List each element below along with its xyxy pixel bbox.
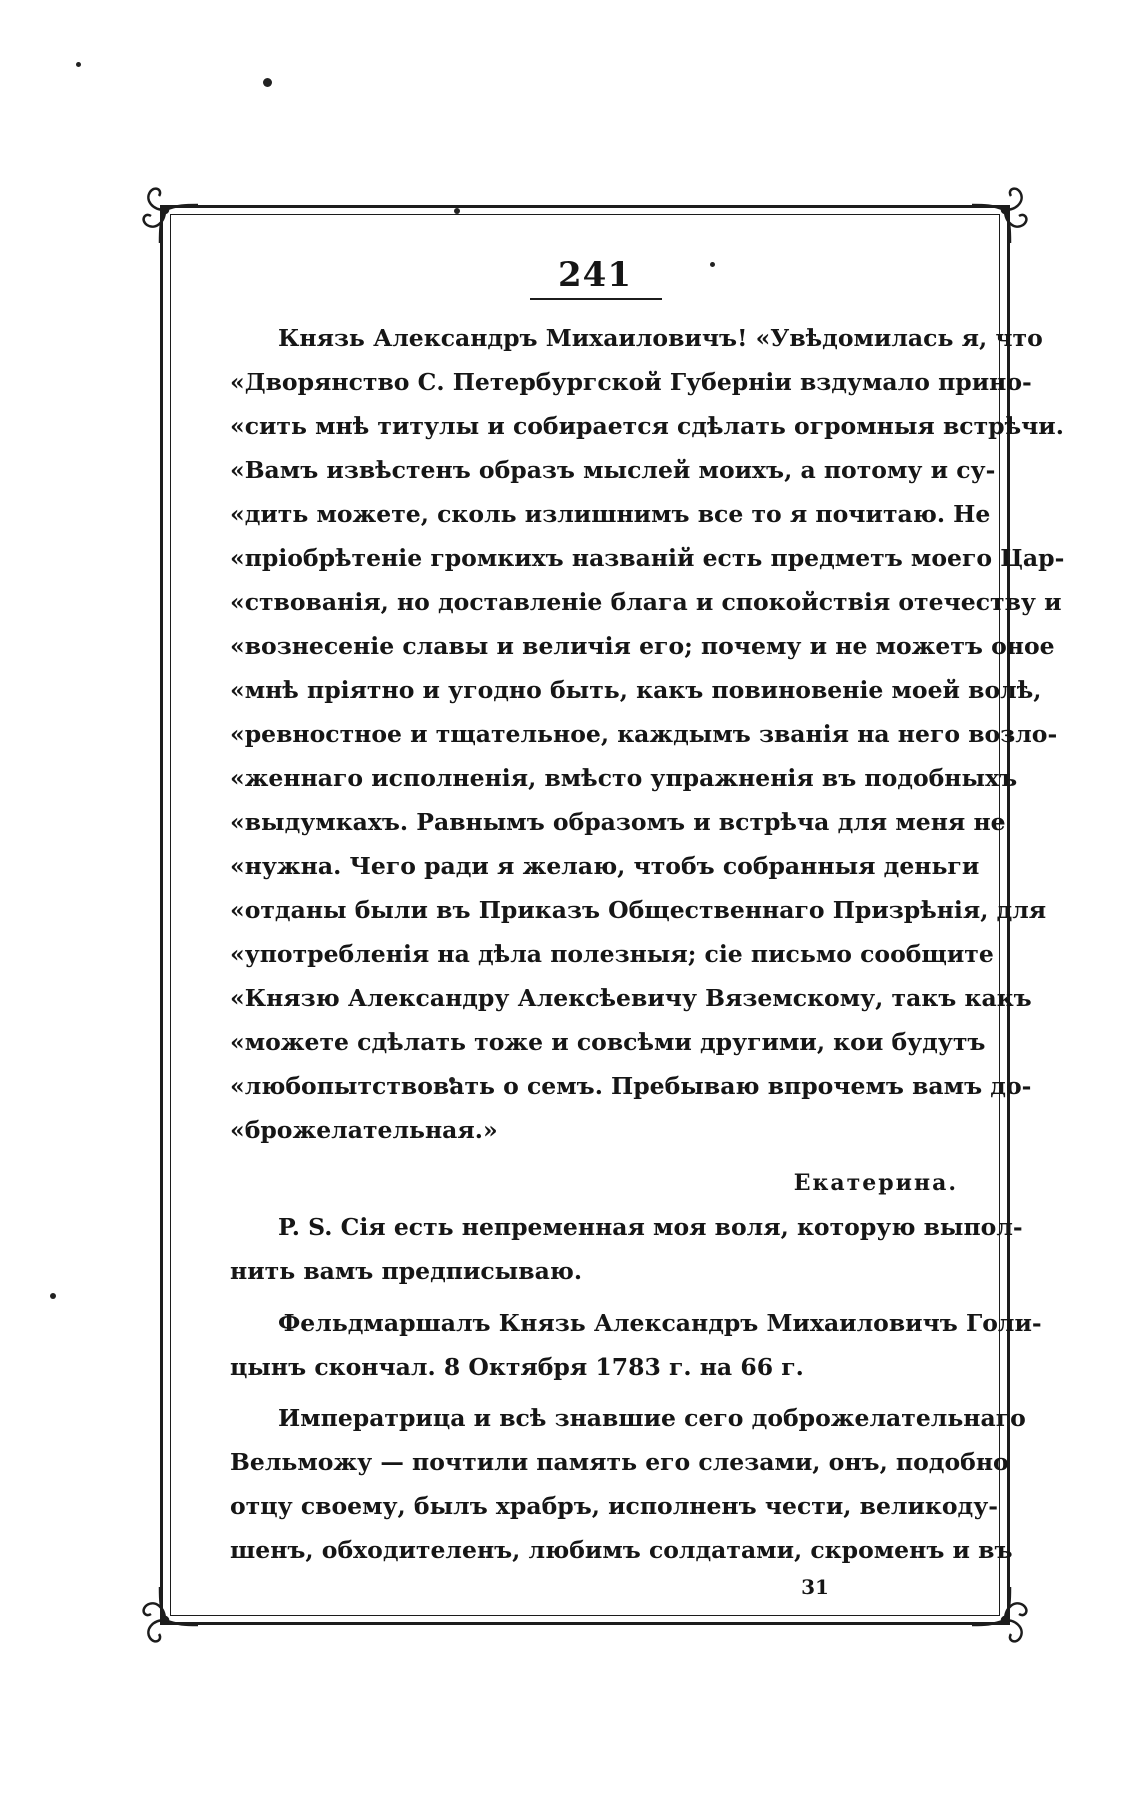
letter-line: «Дворянство С. Петербургской Губерніи вздумало прино-: [230, 368, 1032, 396]
letter-line: «сить мнѣ титулы и собирается сдѣлать огромныя встрѣчи.: [230, 412, 1064, 440]
letter-line: «нужна. Чего ради я желаю, чтобъ собранныя деньги: [230, 852, 980, 880]
letter-line: «женнаго исполненія, вмѣсто упражненія въ подобныхъ: [230, 764, 1018, 792]
ink-speck: [263, 78, 272, 87]
postscript-line: P. S. Сія есть непременная моя воля, которую выпол-: [278, 1213, 1023, 1241]
ink-speck: [50, 1293, 56, 1299]
signature: Екатерина.: [793, 1170, 958, 1196]
postscript-line: нить вамъ предписываю.: [230, 1257, 583, 1285]
paragraph-line: Императрица и всѣ знавшие сего доброжелательнаго: [278, 1404, 1026, 1432]
death-note-line: цынъ скончал. 8 Октября 1783 г. на 66 г.: [230, 1353, 804, 1381]
letter-line: «мнѣ пріятно и угодно быть, какъ повиновеніе моей волѣ,: [230, 676, 1042, 704]
paragraph-line: отцу своему, былъ храбръ, исполненъ чести, великоду-: [230, 1492, 999, 1520]
letter-line: «выдумкахъ. Равнымъ образомъ и встрѣча для меня не: [230, 808, 1006, 836]
ink-speck: [76, 62, 81, 67]
letter-line: «пріобрѣтеніе громкихъ названій есть предметъ моего Цар-: [230, 544, 1065, 572]
printer-signature-mark: 31: [801, 1575, 829, 1599]
corner-flourish-icon: [970, 1585, 1040, 1655]
paragraph-line: шенъ, обходителенъ, любимъ солдатами, скроменъ и въ: [230, 1536, 1013, 1564]
death-note-line: Фельдмаршалъ Князь Александръ Михаиловичъ Голи-: [278, 1309, 1042, 1337]
corner-flourish-icon: [130, 175, 200, 245]
letter-line: «дить можете, сколь излишнимъ все то я почитаю. Не: [230, 500, 991, 528]
page-number-underline: [530, 298, 662, 300]
letter-line: «вознесеніе славы и величія его; почему и не можетъ оное: [230, 632, 1055, 660]
letter-line: «любопытствовать о семъ. Пребываю впрочемъ вамъ до-: [230, 1072, 1032, 1100]
letter-line: «употребленія на дѣла полезныя; сіе письмо сообщите: [230, 940, 994, 968]
letter-line: «Князю Александру Алексѣевичу Вяземскому, такъ какъ: [230, 984, 1032, 1012]
letter-line: «можете сдѣлать тоже и совсѣми другими, кои будутъ: [230, 1028, 986, 1056]
letter-line: «брожелательная.»: [230, 1116, 498, 1144]
letter-line: Князь Александръ Михаиловичъ! «Увѣдомилась я, что: [278, 324, 1043, 352]
letter-line: «отданы были въ Приказъ Общественнаго Призрѣнія, для: [230, 896, 1047, 924]
page-number: 241: [558, 255, 632, 295]
letter-line: «Вамъ извѣстенъ образъ мыслей моихъ, а потому и су-: [230, 456, 996, 484]
corner-flourish-icon: [130, 1585, 200, 1655]
paragraph-line: Вельможу — почтили память его слезами, онъ, подобно: [230, 1448, 1009, 1476]
letter-line: «ревностное и тщательное, каждымъ званія на него возло-: [230, 720, 1058, 748]
corner-flourish-icon: [970, 175, 1040, 245]
letter-line: «ствованія, но доставленіе блага и спокойствія отечеству и: [230, 588, 1062, 616]
